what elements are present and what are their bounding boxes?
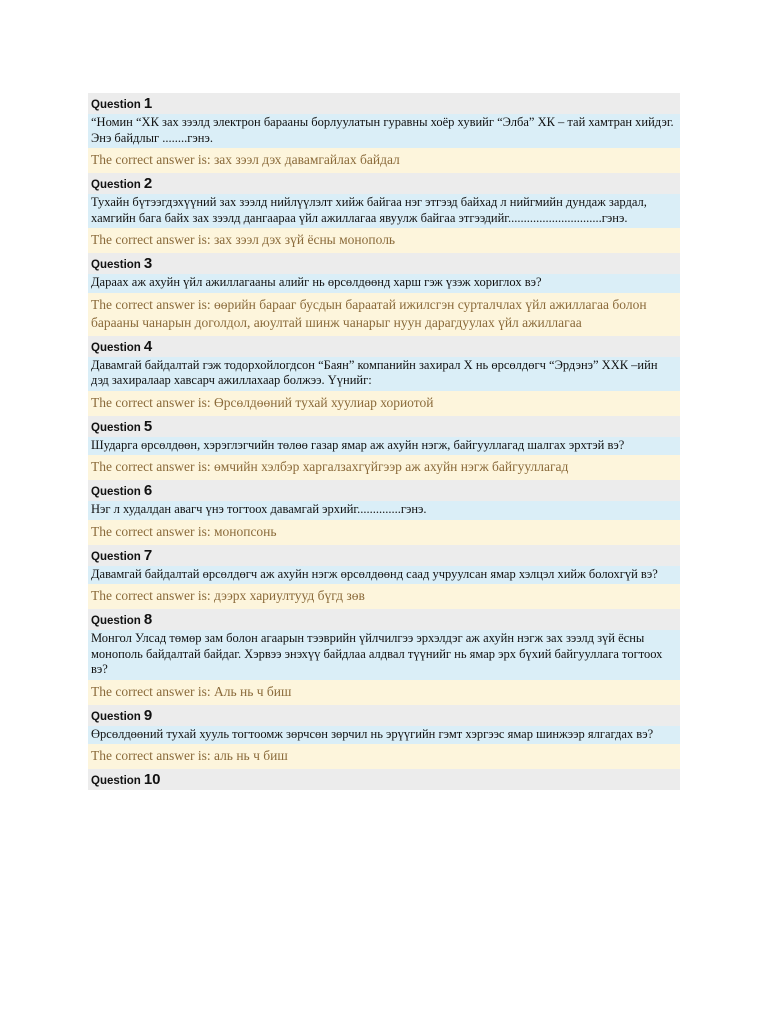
question-number: 1 [143,95,153,112]
question-label: Question [91,259,141,271]
question-text: Монгол Улсад төмөр зам болон агаарын тээврийн үйлчилгээ эрхэлдэг аж ахуйн нэгж зах зээлд зүй ёсны монополь байдалтай байдаг. Хэрвээ энэхүү байдлаа алдвал түүнийг нь ямар эрх бүхий байгууллага тогтоох вэ? [88,630,680,680]
question-block [88,609,680,705]
question-block [88,416,680,481]
question-number: 4 [143,337,153,355]
question-text: Өрсөлдөөний тухай хууль тогтоомж зөрчсөн зөрчил нь эрүүгийн гэмт хэргээс ямар шинжээр ялгагдах вэ? [88,726,680,745]
correct-answer [88,391,680,416]
correct-answer [88,293,680,336]
question-label: Question [91,710,141,723]
question-header [88,336,680,357]
answer-text: Өрсөлдөөний тухай хуулиар хориотой [213,394,434,410]
question-text: Нэг л худалдан авагч үнэ тогтоох давамгай эрхийг..............гэнэ. [88,501,680,520]
answer-prefix: The correct answer is: [91,296,214,312]
question-block [88,545,680,610]
question-label: Question [91,615,141,627]
correct-answer [88,520,680,545]
question-header [88,93,680,114]
answer-text: өөрийн барааг бусдын бараатай ижилсгэн сурталчлах үйл ажиллагаа болон барааны чанарын доголдол, аюултай шинж чанарыг нуун дарагдуулах үйл ажиллагаа [91,296,647,330]
question-block [88,480,680,545]
answer-prefix: The correct answer is: [91,523,214,539]
question-label: Question [91,179,141,191]
correct-answer [88,455,680,480]
question-header [88,253,680,274]
question-block [88,769,680,790]
answer-prefix: The correct answer is: [91,683,214,699]
question-text: Дараах аж ахуйн үйл ажиллагааны алийг нь өрсөлдөөнд харш гэж үзэж хориглох вэ? [88,274,680,293]
answer-text: зах зээл дэх зүй ёсны монополь [213,232,396,247]
question-number: 7 [143,546,153,564]
question-block [88,253,680,336]
question-block [88,173,680,253]
question-label: Question [91,486,141,498]
question-number: 2 [143,175,153,192]
answer-text: дээрх хариултууд бүгд зөв [213,588,365,603]
question-text: Тухайн бүтээгдэхүүний зах зээлд нийлүүлэлт хийж байгаа нэг этгээд байхад л нийгмийн дундаж зардал, хамгийн бага байх зах зээлд дангаараа үйл ажиллагаа явуулж байгаа этгээдийг..............................гэнэ. [88,194,680,228]
question-label: Question [91,99,141,111]
question-text: Давамгай байдалтай гэж тодорхойлогдсон “Баян” компанийн захирал Х нь өрсөлдөгч “Эрдэнэ” ХХК –ийн дэд захиралаар хавсарч ажиллахаар болжээ. Үүнийг: [88,357,680,391]
question-header [88,416,680,437]
question-label: Question [91,341,141,354]
question-number: 8 [143,611,153,628]
question-header [88,545,680,566]
correct-answer [88,680,680,705]
question-text: Давамгай байдалтай өрсөлдөгч аж ахуйн нэгж өрсөлдөөнд саад учруулсан ямар хэлцэл хийж болохгүй вэ? [88,566,680,585]
answer-text: монопсонь [213,523,277,539]
answer-prefix: The correct answer is: [91,152,214,167]
question-header [88,480,680,501]
correct-answer [88,228,680,253]
answer-text: өмчийн хэлбэр харгалзахгүйгээр аж ахуйн нэгж байгууллагад [213,459,569,474]
answer-prefix: The correct answer is: [91,588,214,603]
question-number: 6 [143,482,153,499]
question-header [88,705,680,726]
question-block [88,336,680,416]
question-number: 3 [143,255,153,272]
correct-answer [88,584,680,609]
question-number: 10 [143,771,161,788]
answer-text: зах зээл дэх давамгайлах байдал [213,152,400,167]
question-text: Шударга өрсөлдөөн, хэрэглэгчийн төлөө газар ямар аж ахуйн нэгж, байгууллагад шалгах эрхтэй вэ? [88,437,680,456]
answer-text: Аль нь ч биш [213,683,292,699]
question-text: “Номин “ХК зах зээлд электрон барааны борлуулатын гуравны хоёр хувийг “Элба” ХК – тай хамтран хийдэг. Энэ байдлыг ........гэнэ. [88,114,680,148]
correct-answer [88,744,680,769]
question-number: 9 [143,706,153,724]
question-block [88,93,680,173]
correct-answer [88,148,680,173]
answer-prefix: The correct answer is: [91,459,214,474]
question-label: Question [91,421,141,434]
question-header [88,769,680,790]
answer-prefix: The correct answer is: [91,232,214,247]
question-header [88,173,680,194]
question-number: 5 [143,417,153,435]
question-label: Question [91,550,141,563]
answer-prefix: The correct answer is: [91,394,214,410]
answer-text: аль нь ч биш [213,748,288,763]
quiz-review [88,93,680,790]
question-header [88,609,680,630]
question-block [88,705,680,770]
answer-prefix: The correct answer is: [91,748,214,763]
question-label: Question [91,775,141,787]
